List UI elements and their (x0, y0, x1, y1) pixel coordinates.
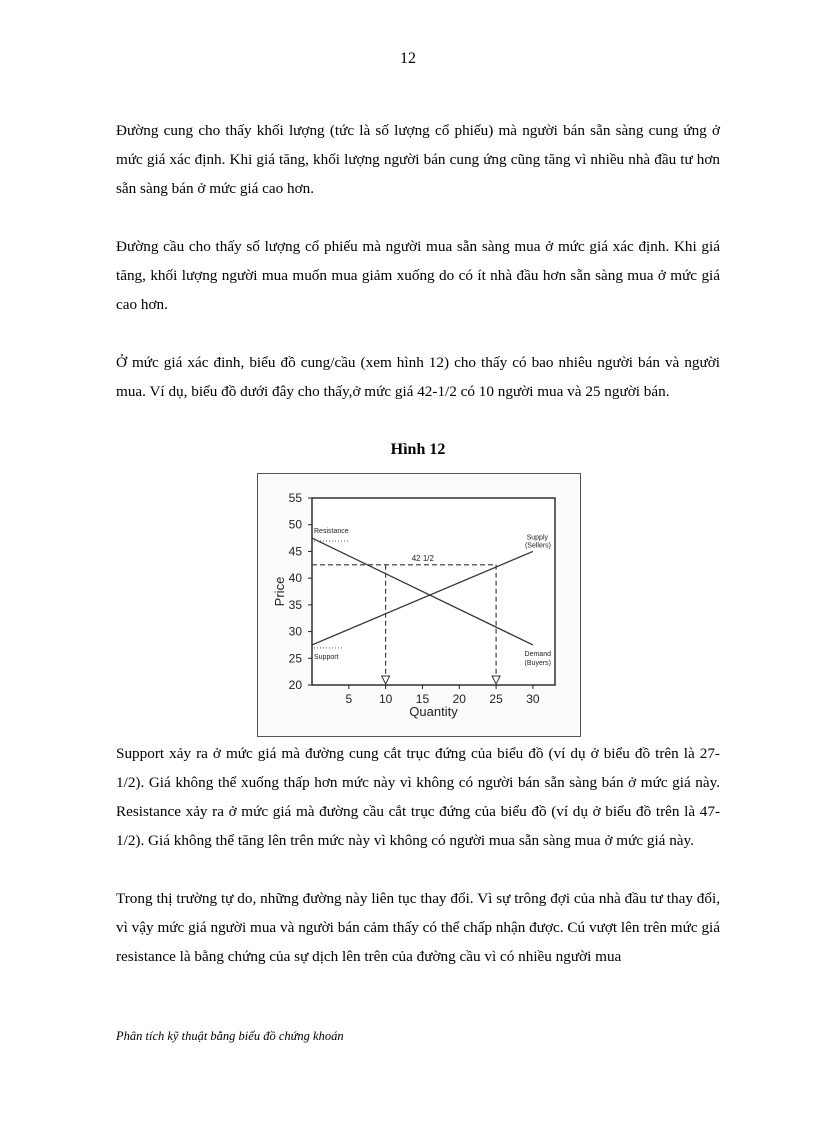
y-tick-label: 20 (288, 678, 302, 692)
figure-title: Hình 12 (390, 441, 446, 458)
supply-label: Supply (526, 534, 548, 542)
x-tick-label: 15 (415, 692, 430, 706)
resistance-label: Resistance (314, 528, 349, 536)
y-tick-label: 35 (288, 597, 302, 612)
y-tick-label: 45 (288, 544, 302, 559)
price-line-label: 42 1/2 (411, 553, 434, 563)
paragraph-demand: Đường cầu cho thấy số lượng cổ phiếu mà người mua sẵn sàng mua ở mức giá xác định. Khi giá tăng, khối lượng người mua muốn mua giảm xuống do có ít nhà đầu hơn sẵn sàng mua ở mức giá cao hơn. (116, 238, 720, 313)
plot-area (312, 498, 555, 685)
x-tick-label: 30 (526, 692, 540, 706)
paragraph-example: Ở mức giá xác đinh, biểu đồ cung/cầu (xem hình 12) cho thấy có bao nhiêu người bán và người mua. Ví dụ, biểu đồ dưới đây cho thấy,ở mức giá 42-1/2 có 10 người mua và 25 người bán. (116, 354, 720, 400)
x-tick-label: 5 (345, 692, 353, 706)
x-axis-label: Quantity (409, 704, 458, 719)
y-tick-label: 55 (288, 491, 302, 505)
x-tick-label: 25 (489, 692, 503, 706)
page-number: 12 (400, 50, 416, 67)
x-tick-label: 10 (378, 692, 393, 706)
paragraph-support-resistance: Support xảy ra ở mức giá mà đường cung cắt trục đứng của biểu đồ (ví dụ ở biểu đồ trên là 27-1/2). Giá không thể xuống thấp hơn mức này vì không có người bán sẵn sàng bán ở mức giá này. Resistance xảy ra ở mức giá mà đường cầu cắt trục đứng của biểu đồ (ví dụ ở biểu đồ trên là 47-1/2). Giá không thể tăng lên trên mức này vì không có người mua sẵn sàng mua ở mức giá này. (116, 745, 720, 849)
y-tick-label: 30 (288, 624, 302, 639)
y-tick-label: 50 (288, 517, 302, 532)
paragraph-free-market: Trong thị trường tự do, những đường này liên tục thay đổi. Vì sự trông đợi của nhà đầu tư thay đổi, vì vậy mức giá người mua và người bán cảm thấy có thể chấp nhận được. Cú vượt lên trên mức giá resistance là bằng chứng của sự dịch lên trên của đường cầu vì có nhiều người mua (116, 890, 720, 965)
supply-sublabel: (Sellers) (524, 542, 551, 550)
support-label: Support (314, 653, 339, 661)
paragraph-supply: Đường cung cho thấy khối lượng (tức là số lượng cổ phiếu) mà người bán sẵn sàng cung ứng ở mức giá xác định. Khi giá tăng, khối lượng người bán cung ứng cũng tăng vì nhiều nhà đầu tư hơn sẵn sàng bán ở mức giá cao hơn. (116, 122, 720, 197)
demand-label: Demand (524, 650, 551, 658)
page-footer: Phân tích kỹ thuật bằng biểu đồ chứng khoán (116, 1029, 344, 1043)
y-tick-label: 25 (288, 651, 302, 666)
supply-demand-chart (257, 473, 581, 737)
x-tick-label: 20 (452, 692, 466, 706)
figure-12 (257, 473, 581, 737)
y-tick-label: 40 (288, 571, 302, 586)
y-axis-label: Price (272, 576, 287, 607)
demand-sublabel: (Buyers) (524, 659, 551, 667)
